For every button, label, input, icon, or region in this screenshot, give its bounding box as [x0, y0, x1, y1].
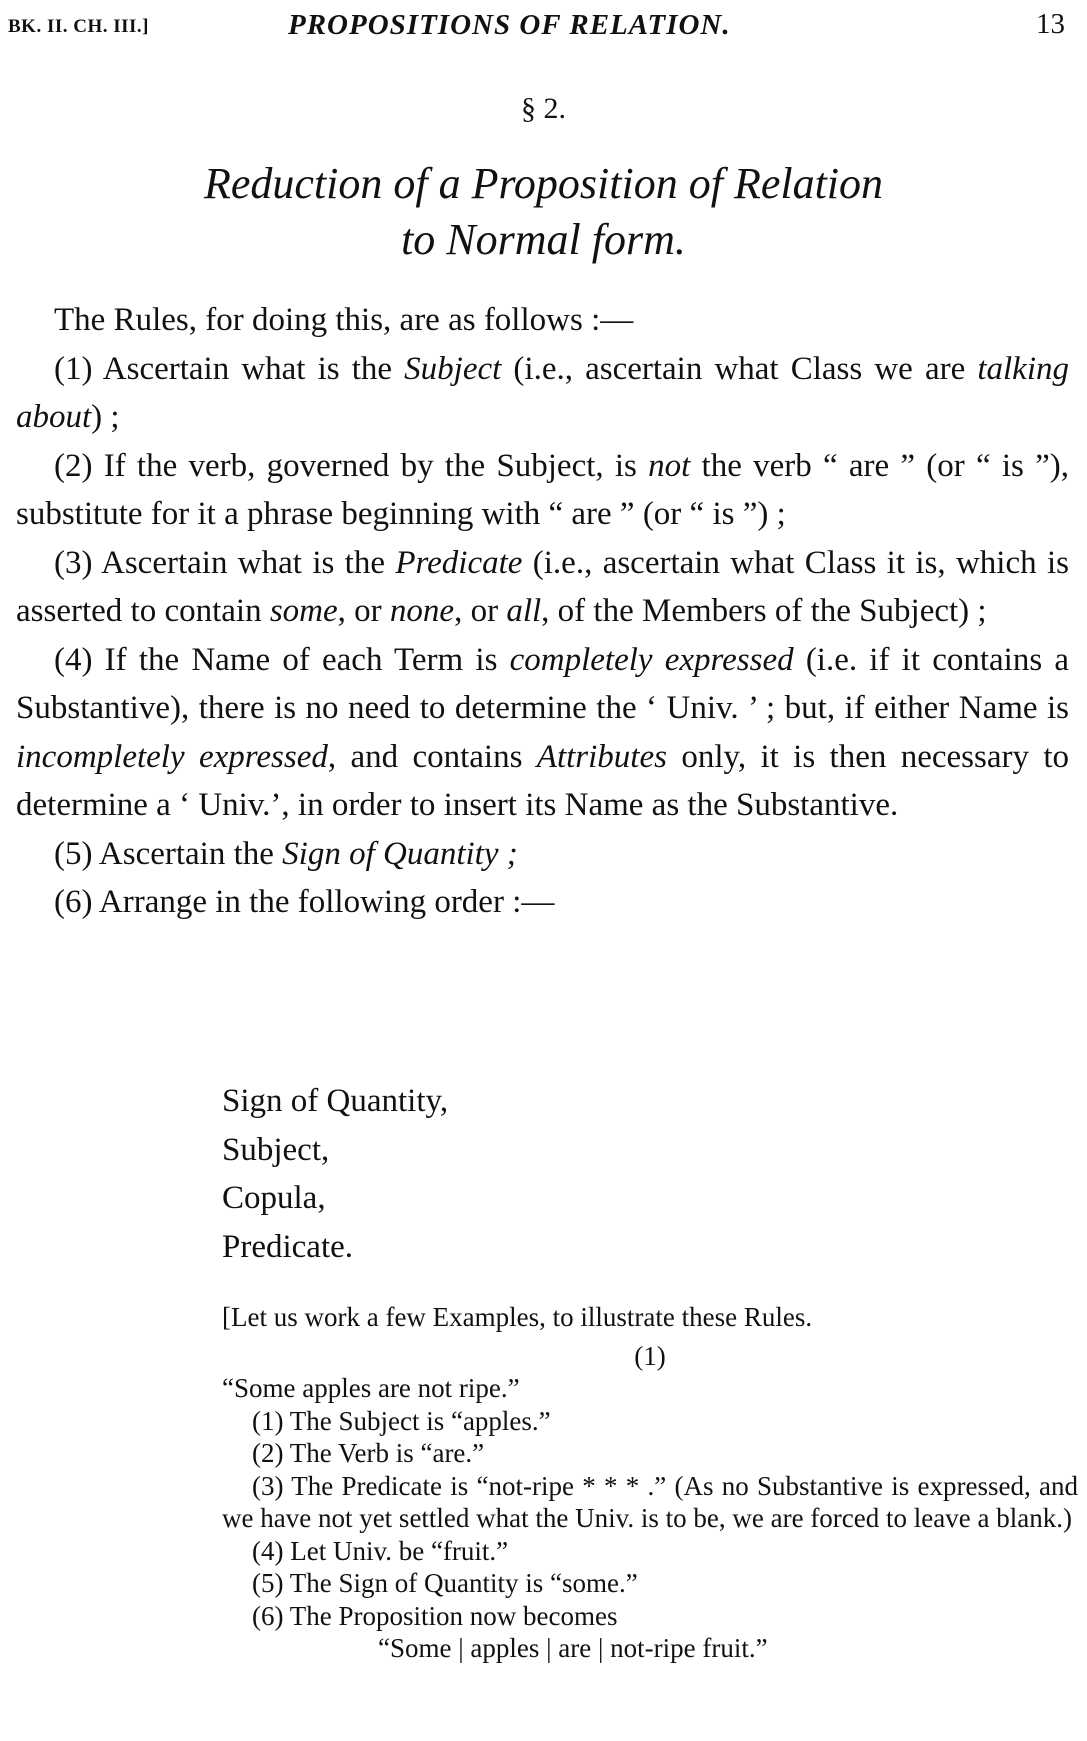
order-item: Predicate. [222, 1228, 354, 1265]
rule-4-emphasis-completely: completely expressed [509, 641, 794, 678]
rule-6: (6) Arrange in the following order :— [54, 884, 555, 920]
example-step-6: (6) The Proposition now becomes [252, 1600, 618, 1631]
rule-3-text-g: , or [454, 593, 507, 629]
rule-2-text-a: (2) If the verb, governed by the Subject, is [54, 447, 649, 484]
example-proposition: “Some apples are not ripe.” [222, 1373, 520, 1403]
rule-2-emphasis-not: not [648, 447, 691, 484]
rule-2-text-c: the verb “ are ” (or “ is ”), substitute for it a phrase beginning with “ are ” (or “ is ”) ; [16, 447, 1069, 532]
rule-2 [16, 442, 1069, 539]
rule-4-text-g: only, it is then necessary to determine a ‘ Univ.’, in order to insert its Name as the Substantive. [16, 738, 1069, 823]
rule-3 [16, 539, 1069, 636]
book-chapter-reference: BK. II. CH. III.] [8, 16, 149, 37]
order-item: Subject, [222, 1131, 330, 1168]
example-final-proposition: “Some | apples | are | not-ripe fruit.” [378, 1633, 768, 1663]
heading-line-2: to Normal form. [401, 215, 686, 264]
example-number: (1) [634, 1340, 666, 1371]
running-title: PROPOSITIONS OF RELATION. [288, 9, 731, 41]
heading-line-1: Reduction of a Proposition of Relation [203, 159, 884, 208]
intro-paragraph: The Rules, for doing this, are as follows :— [54, 302, 634, 338]
rules-text [16, 296, 1069, 927]
rule-4 [16, 636, 1069, 830]
rule-3-emphasis-some: some [269, 593, 338, 629]
examples-intro: [Let us work a few Examples, to illustrate these Rules. [222, 1302, 813, 1332]
rule-1-text-a: (1) Ascertain what is the [54, 350, 405, 387]
rule-3-text-i: , of the Members of the Subject) ; [541, 593, 987, 629]
rule-4-text-c: (i.e. if it contains a Substantive), there is no need to determine the ‘ Univ. ’ ; but, if either Name is [16, 641, 1069, 726]
page-number: 13 [1036, 8, 1065, 40]
order-item: Sign of Quantity, [222, 1083, 449, 1119]
rule-4-emphasis-incompletely: incompletely expressed [16, 738, 328, 775]
rule-4-text-a: (4) If the Name of each Term is [54, 641, 510, 678]
rule-1-emphasis-talking-about: talking about [16, 350, 1069, 435]
rule-3-emphasis-predicate: Predicate [395, 544, 523, 581]
running-header [8, 6, 1073, 46]
rule-3-emphasis-none: none [389, 593, 455, 629]
rule-4-text-e: , and contains [327, 738, 537, 775]
rule-5-emphasis-sign-of-quantity: Sign of Quantity ; [282, 835, 518, 872]
rule-1 [16, 345, 1069, 442]
rule-3-text-a: (3) Ascertain what is the [54, 544, 396, 581]
rule-1-emphasis-subject: Subject [404, 350, 502, 387]
order-item: Copula, [222, 1180, 326, 1216]
rule-3-emphasis-all: all [506, 593, 542, 629]
example-step-3: (3) The Predicate is “not-ripe * * * .” (As no Substantive is expressed, and we have not yet settled what the Univ. is to be, we are forced to leave a blank.) [222, 1470, 1078, 1533]
examples-block [222, 1301, 1078, 1665]
rule-1-text-c: (i.e., ascertain what Class we are [501, 350, 978, 387]
rule-5 [16, 830, 1069, 879]
example-step-2: (2) The Verb is “are.” [252, 1438, 485, 1468]
section-number: § 2. [521, 92, 566, 125]
rule-4-emphasis-attributes: Attributes [536, 738, 667, 775]
rule-3-text-c: (i.e., ascertain what Class it is, which is asserted to contain [16, 544, 1069, 629]
rule-3-text-e: , or [337, 593, 390, 629]
example-step-4: (4) Let Univ. be “fruit.” [252, 1535, 509, 1566]
order-list [222, 1077, 448, 1271]
section-heading [80, 156, 1007, 268]
example-step-5: (5) The Sign of Quantity is “some.” [252, 1568, 638, 1598]
example-step-1: (1) The Subject is “apples.” [252, 1405, 551, 1436]
rule-5-text-a: (5) Ascertain the [54, 835, 283, 872]
rule-1-text-e: ) ; [91, 399, 120, 435]
